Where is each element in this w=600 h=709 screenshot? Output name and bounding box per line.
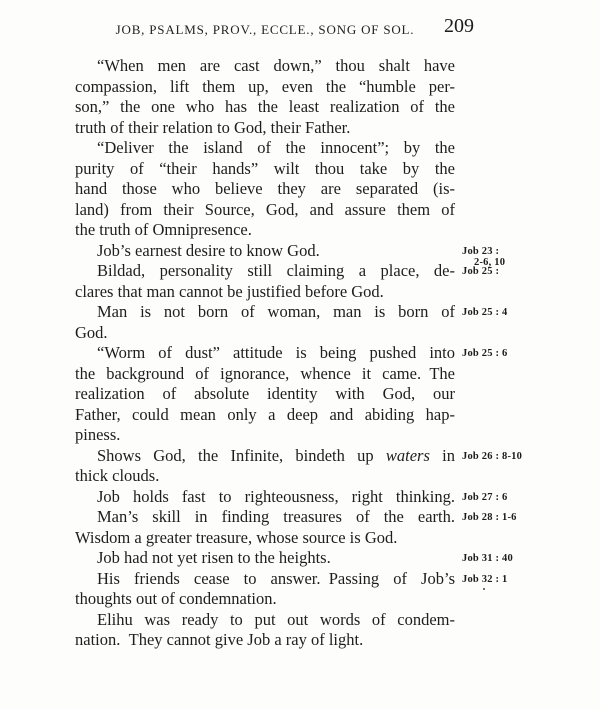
text-line: realization of absolute identity with God, our — [75, 384, 455, 403]
text-line: Job’s earnest desire to know God. — [97, 240, 320, 260]
scripture-ref-line: 2-6, 10 — [474, 256, 506, 268]
text-line: Man’s skill in finding treasures of the earth. — [97, 507, 455, 526]
text-line: Wisdom a greater treasure, whose source is God. — [75, 527, 398, 547]
text-line: thick clouds. — [75, 466, 160, 485]
paragraph — [75, 138, 455, 241]
text-line: His friends cease to answer. Passing of Job’s — [97, 568, 455, 588]
text-line: piness. — [75, 425, 121, 444]
scripture-ref — [462, 492, 592, 503]
page-number: 209 — [444, 15, 474, 37]
scripture-ref — [462, 307, 592, 318]
text-line: Father, could mean only a deep and abiding hap- — [75, 404, 455, 424]
text-line: “When men are cast down,” thou shalt have — [97, 56, 455, 75]
page-body — [75, 56, 523, 651]
scripture-ref-line: Job 25 : 6 — [462, 348, 508, 359]
text-line: Job holds fast to righteousness, right thinking. — [97, 486, 455, 506]
scripture-ref-line: Job 25 : — [462, 266, 500, 277]
text-line: “Deliver the island of the innocent”; by the — [97, 138, 455, 157]
paragraph — [75, 568, 508, 610]
paragraph — [75, 261, 500, 302]
paragraph — [75, 445, 523, 487]
paragraph — [75, 240, 506, 268]
text-line: the background of ignorance, whence it came. The — [75, 363, 455, 383]
text-line — [75, 446, 455, 467]
scan-artifact-dot — [483, 588, 485, 590]
text-line: clares that man cannot be justified before God. — [75, 281, 384, 301]
text-line: nation. They cannot give Job a ray of light. — [75, 630, 364, 649]
scripture-ref-line: Job 27 : 6 — [462, 491, 508, 503]
paragraph — [75, 610, 455, 651]
scripture-ref — [462, 246, 592, 268]
text-segment: Shows God, the Infinite, bindeth up — [97, 445, 386, 465]
text-line: “Worm of dust” attitude is being pushed into — [97, 343, 455, 362]
scripture-ref-line: Job 28 : 1-6 — [462, 512, 517, 523]
scripture-ref — [462, 451, 592, 462]
paragraph — [75, 548, 513, 569]
scripture-ref — [462, 348, 592, 359]
text-line: land) from their Source, God, and assure them of — [75, 199, 455, 219]
text-segment: in — [429, 445, 455, 465]
text-line: compassion, lift them up, even the “humble per- — [75, 76, 455, 96]
text-line: truth of their relation to God, their Father. — [75, 117, 351, 137]
text-line: thoughts out of condemnation. — [75, 589, 277, 608]
scripture-ref — [462, 512, 592, 523]
paragraph — [75, 343, 508, 446]
paragraph — [75, 507, 517, 548]
scripture-ref-line: Job 26 : 8-10 — [462, 450, 523, 462]
scripture-ref-line: Job 25 : 4 — [462, 307, 508, 318]
text-line: the truth of Omnipresence. — [75, 220, 252, 239]
scripture-ref-line: Job 23 : — [462, 245, 500, 257]
text-line: hand those who believe they are separated (is- — [75, 179, 455, 198]
text-line: Job had not yet risen to the heights. — [97, 548, 331, 567]
text-line: Bildad, personality still claiming a place, de- — [97, 261, 455, 280]
running-header-title: JOB, PSALMS, PROV., ECCLE., SONG OF SOL. — [115, 22, 415, 37]
paragraph — [75, 302, 508, 343]
scripture-ref-line: Job 31 : 40 — [462, 553, 513, 564]
scripture-ref-line: Job 32 : 1 — [462, 573, 508, 585]
paragraph — [75, 486, 508, 508]
italic-word: waters — [385, 445, 430, 465]
text-line: purity of “their hands” wilt thou take by the — [75, 158, 455, 178]
text-line: God. — [75, 322, 108, 342]
text-line: Elihu was ready to put out words of condem- — [97, 609, 455, 629]
text-line: son,” the one who has the least realization of the — [75, 97, 455, 116]
paragraph — [75, 56, 455, 138]
text-line: Man is not born of woman, man is born of — [97, 302, 455, 321]
scripture-ref — [462, 574, 592, 585]
scripture-ref — [462, 266, 592, 277]
scripture-ref — [462, 553, 592, 564]
